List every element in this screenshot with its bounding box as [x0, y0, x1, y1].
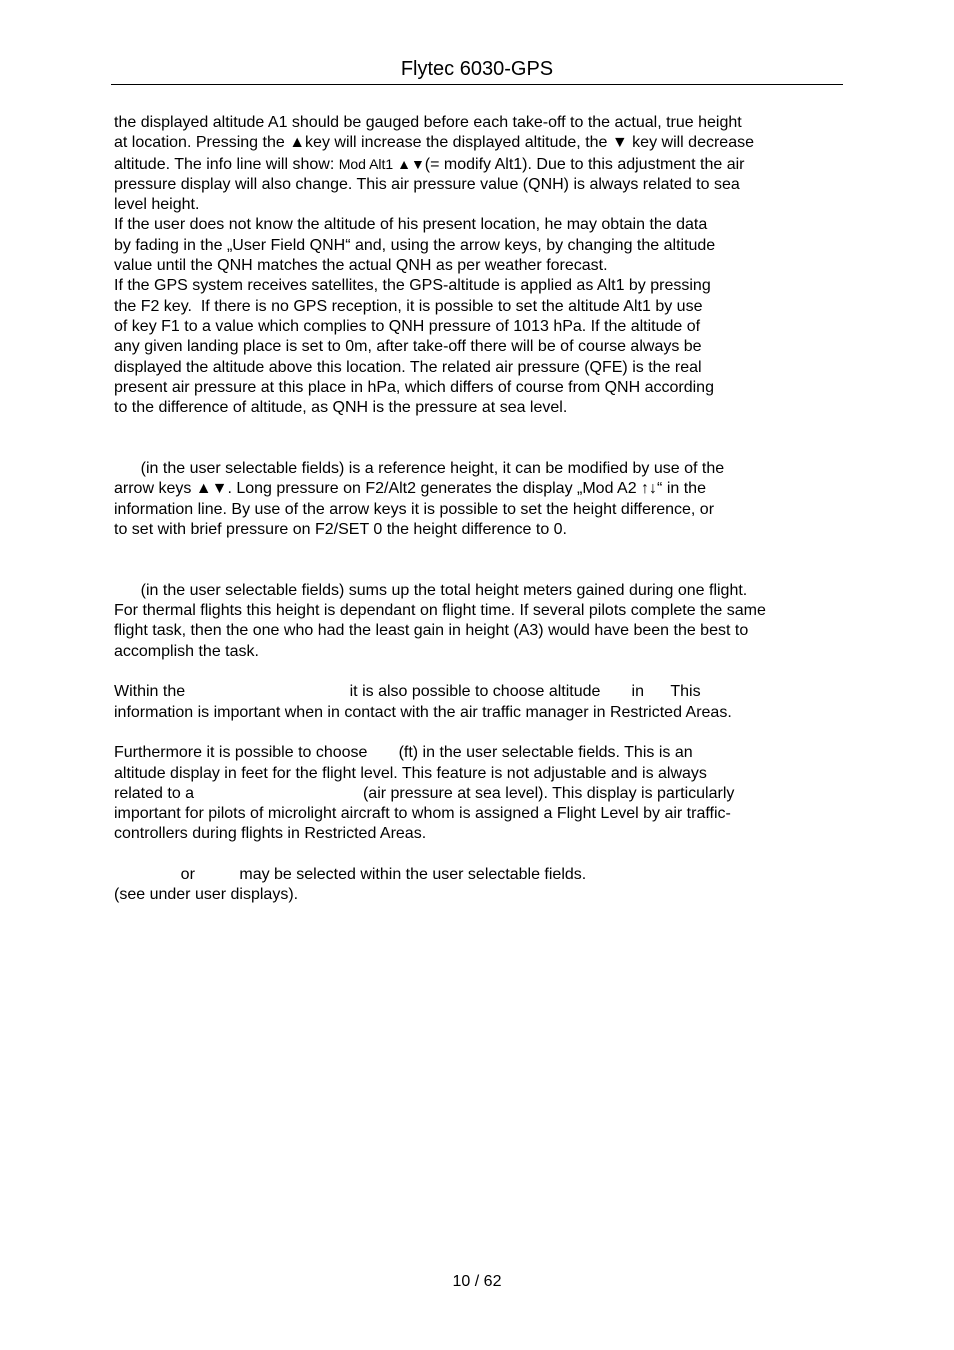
header-divider — [111, 84, 843, 85]
text-line: arrow keys ▲▼. Long pressure on F2/Alt2 generates the display „Mod A2 ↑↓“ in the — [114, 480, 706, 498]
text-line: any given landing place is set to 0m, after take-off there will be of course always be — [114, 338, 702, 356]
text-line: altitude display in feet for the flight level. This feature is not adjustable and is always — [114, 764, 707, 782]
text-line: value until the QNH matches the actual QNH as per weather forecast. — [114, 257, 608, 275]
text-line: (see under user displays). — [114, 886, 299, 904]
text-line: level height. — [114, 196, 200, 214]
paragraph-alt2 — [114, 459, 844, 540]
text-line: related to a (air pressure at sea level). This display is particularly — [114, 784, 735, 802]
text-segment: (= modify Alt1). Due to this adjustment the air — [424, 155, 745, 173]
paragraph-spacer — [114, 723, 844, 743]
paragraph-spacer — [114, 540, 844, 581]
text-line: to set with brief pressure on F2/SET 0 the height difference to 0. — [114, 520, 567, 538]
text-line: the F2 key. If there is no GPS reception, it is possible to set the altitude Alt1 by use — [114, 297, 703, 315]
text-line: Within the it is also possible to choose altitude in This — [114, 683, 701, 701]
paragraph-spacer — [114, 418, 844, 459]
text-line — [114, 154, 844, 175]
text-line: present air pressure at this place in hPa, which differs of course from QNH according — [114, 378, 714, 396]
text-line: flight task, then the one who had the least gain in height (A3) would have been the best to — [114, 622, 749, 640]
text-line: important for pilots of microlight aircraft to whom is assigned a Flight Level by air traffic- — [114, 805, 731, 823]
text-line: to the difference of altitude, as QNH is the pressure at sea level. — [114, 399, 568, 417]
info-line-code: Mod Alt1 ▲▼ — [338, 155, 425, 172]
text-line: accomplish the task. — [114, 642, 259, 660]
text-line: If the user does not know the altitude of his present location, he may obtain the data — [114, 216, 708, 234]
text-line: (in the user selectable fields) sums up the total height meters gained during one flight. — [114, 581, 748, 599]
paragraph-alt3 — [114, 581, 844, 662]
text-line: of key F1 to a value which complies to QNH pressure of 1013 hPa. If the altitude of — [114, 317, 701, 335]
text-line: For thermal flights this height is dependant on flight time. If several pilots complete the same — [114, 602, 766, 620]
text-line: at location. Pressing the ▲key will increase the displayed altitude, the ▼ key will decrease — [114, 134, 754, 152]
text-line: pressure display will also change. This air pressure value (QNH) is always related to sea — [114, 175, 740, 193]
paragraph-selectable — [114, 865, 844, 906]
paragraph-feet-altitude — [114, 682, 844, 723]
text-line: information line. By use of the arrow keys it is possible to set the height difference, or — [114, 500, 715, 518]
text-line: information is important when in contact with the air traffic manager in Restricted Areas. — [114, 703, 732, 721]
text-line: by fading in the „User Field QNH“ and, using the arrow keys, by changing the altitude — [114, 236, 716, 254]
text-line: displayed the altitude above this location. The related air pressure (QFE) is the real — [114, 358, 702, 376]
text-line: controllers during flights in Restricted Areas. — [114, 825, 427, 843]
paragraph-alt1 — [114, 113, 844, 418]
text-line: the displayed altitude A1 should be gauged before each take-off to the actual, true height — [114, 114, 742, 131]
text-line: (in the user selectable fields) is a reference height, it can be modified by use of the — [114, 460, 725, 478]
page-number: 10 / 62 — [452, 1273, 502, 1290]
body-text — [114, 113, 844, 906]
text-line: Furthermore it is possible to choose (ft) in the user selectable fields. This is an — [114, 744, 693, 762]
text-line: If the GPS system receives satellites, the GPS-altitude is applied as Alt1 by pressing — [114, 277, 711, 295]
text-segment: altitude. The info line will show: — [114, 155, 339, 173]
paragraph-spacer — [114, 845, 844, 865]
text-line: or may be selected within the user selectable fields. — [114, 865, 587, 883]
paragraph-spacer — [114, 662, 844, 682]
paragraph-flight-level — [114, 743, 844, 844]
page-header-title: Flytec 6030-GPS — [400, 58, 554, 80]
